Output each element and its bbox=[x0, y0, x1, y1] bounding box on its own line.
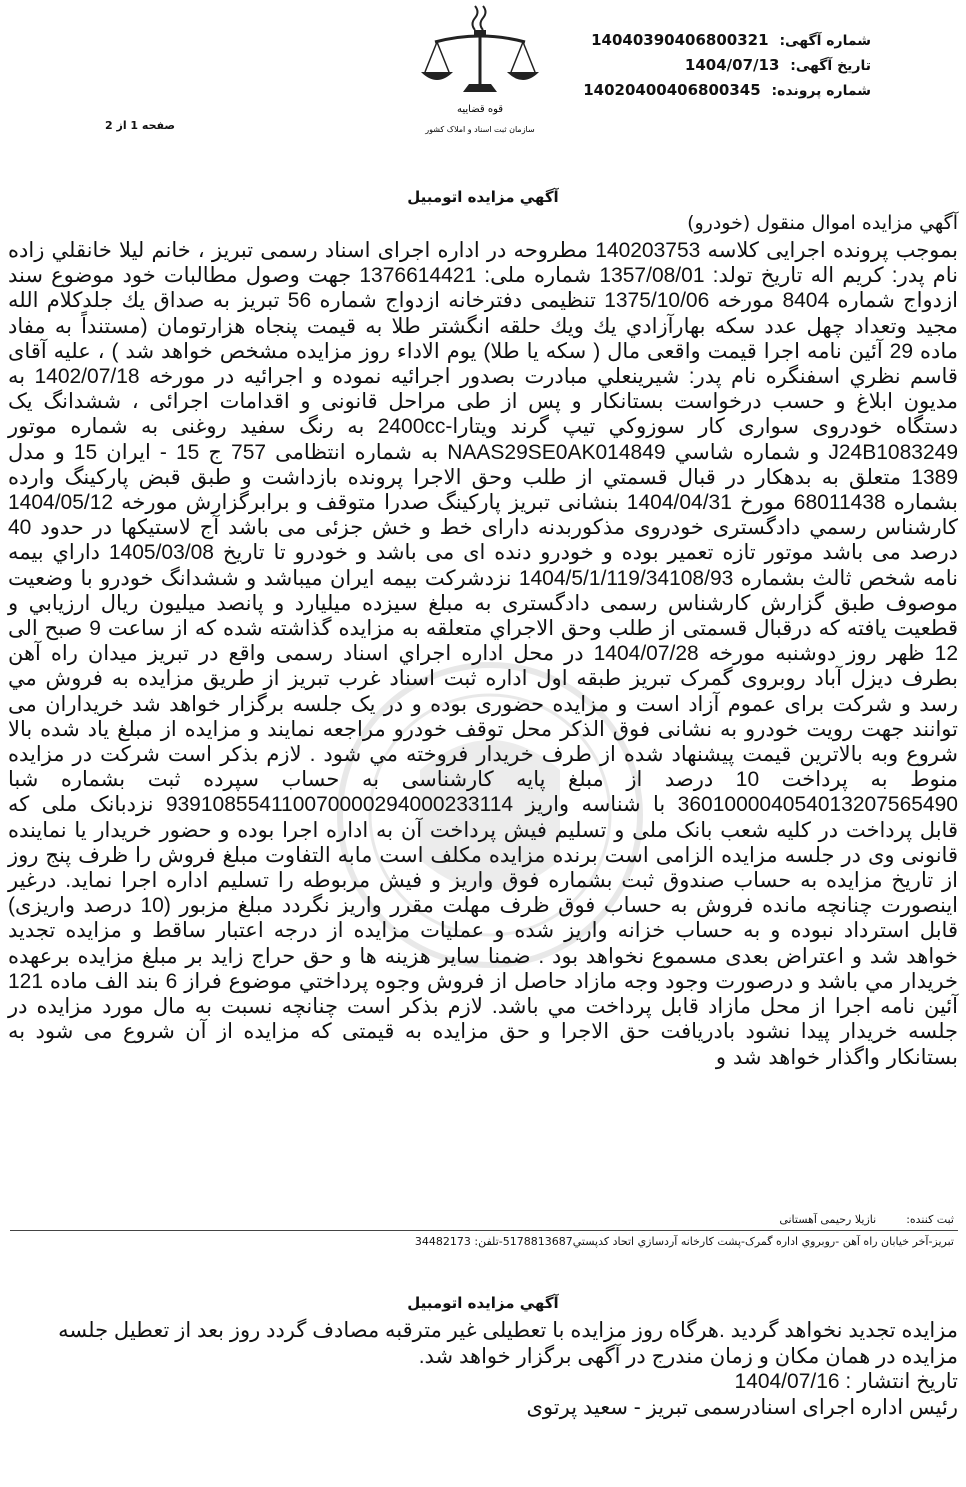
office-address: تبریز-آخر خیابان راه آهن -روبروي اداره گمرک-پشت کارخانه آردسازي اتحاد کدپستي5178813687-تلفن: 34482173 bbox=[414, 1235, 954, 1248]
footer-divider bbox=[10, 1230, 958, 1231]
notice-title: آگهي مزايده اتومبيل bbox=[407, 188, 559, 206]
ad-number-label: شماره آگهی: bbox=[779, 33, 871, 49]
judiciary-emblem-icon bbox=[395, 0, 565, 140]
registrar-name: نازیلا رحیمی آهستانی bbox=[779, 1213, 877, 1226]
case-number: 14020400406800345 bbox=[583, 81, 761, 99]
ad-date-label: تاریخ آگهی: bbox=[790, 58, 871, 74]
emblem-text-1: قوه قضاییه bbox=[456, 104, 504, 115]
continuation-title: آگهي مزايده اتومبيل bbox=[407, 1294, 559, 1312]
publish-date-label: تاریخ انتشار : bbox=[845, 1370, 958, 1393]
continuation-text: مزایده تجدید نخواهد گردید .هرگاه روز مزایده با تعطیلی غیر مترقبه مصادف گردد روز بعد از تعطیل جلسه مزایده در همان مکان و زمان مندرج در آگهی برگزار خواهد شد. bbox=[58, 1319, 958, 1368]
case-number-label: شماره پرونده: bbox=[771, 83, 871, 99]
ad-number: 14040390406800321 bbox=[591, 31, 769, 49]
registrar-label: ثبت کننده: bbox=[906, 1213, 954, 1226]
notice-body: بموجب پرونده اجرایی کلاسه 140203753 مطروحه در اداره اجرای اسناد رسمی تبریز ، خانم لیلا خانقلي زاده نام پدر: کریم اله تاریخ تولد: 1357/08/01 شماره ملی: 1376614421 جهت وصول مطالبات خود موضوع سند ازدواج شماره 8404 مورخه 1375/10/06 تنظیمی دفترخانه ازدواج شماره 56 تبریز به صداق يك جلدكلام الله مجيد وتعداد چهل عدد سكه بهارآزادي يك ويك حلقه انگشتر طلا به قيمت پنجاه هزارتومان (مستنداً به مفاد ماده 29 آئين نامه اجرا قيمت واقعی مال ( سکه یا طلا) یوم الاداء روز مزایده مشخص خواهد شد ) ، علیه آقای قاسم نظري اسفنگره نام پدر: شيرينعلي مبادرت بصدور اجرائیه نموده و اجرائیه در مورخه 1402/07/18 به مدیون ابلاغ و حسب درخواست بستانکار و پس از طی مراحل قانونی و اقدامات اجرائی ، ششدانگ یک دستگاه خودروی سواری کار سوزوكي تيپ گرند ويتارا-2400cc به رنگ سفيد روغنی به شماره موتور J24B1083249 و شماره شاسي NAAS29SE0AK014849 به شماره انتظامی 757 ج 15 - ایران 15 و مدل 1389 متعلق به بدهکار در قبال قسمتي از طلب وحق الاجرا پرونده بازداشت و طبق قبض پارکینگ وارده بشماره 68011438 مورخ 1404/04/31 بنشانی تبریز پارکینگ صدرا متوقف و برابرگزارش مورخه 1404/05/12 کارشناس رسمي دادگستری خودروی مذکوربدنه دارای خط و خش جزئی می باشد آج لاستیکها در حدود 40 درصد می باشد موتور تازه تعمیر بوده و خودرو دنده ای می باشد و خودرو تا تاریخ 1405/03/08 داراي بیمه نامه شخص ثالث بشماره 1404/5/1/119/34108/93 نزدشرکت بیمه ایران میباشد و ششدانگ خودرو با وضعیت موصوف طبق گزارش کارشناس رسمی دادگستری به مبلغ سیزده میلیارد و پانصد میلیون ريال ارزيابي و قطعيت يافته كه درقبال قسمتی از طلب وحق الاجراي متعلقه به مزايده گذاشته شده كه از ساعت 9 صبح الی 12 ظهر روز دوشنبه مورخه 1404/07/28 در محل اداره اجراي اسناد رسمی واقع در تبریز میدان راه آهن بطرف دیزل آباد روبروی گمرک تبریز طبقه اول اداره ثبت اسناد غرب تبریز از طريق مزايده به فروش مي رسد و شرکت برای عموم آزاد است و مزایده حضوری بوده و در یک جلسه برگزار خواهد شد خریداران می توانند جهت رویت خودرو به نشانی فوق الذکر محل توقف خودرو مراجعه نمایند و مزايده از مبلغ ياد شده بالا شروع وبه بالاترين قيمت پيشنهاد شده از طرف خريدار فروخته مي شود . لازم بذکر است شرکت در مزایده منوط به پرداخت 10 درصد از مبلغ پایه کارشناسی به حساب سپرده ثبت بشماره شبا 360100004054013207565490 با شناسه واریز 939108554110070000294000233114 نزدبانک ملی که قابل پرداخت در کلیه شعب بانک ملی و تسلیم فیش پرداخت آن به اداره اجرا بوده و حضور خریدار یا نماینده قانونی وی در جلسه مزایده الزامی است برنده مزایده مکلف است مابه التفاوت مبلغ فروش را ظرف پنج روز از تاریخ مزایده به حساب صندوق ثبت بشماره فوق واریز و فیش مربوطه را تسلیم اداره اجرا نماید. درغیر اینصورت چنانچه مانده فروش به حساب فوق ظرف مهلت مقرر واریز نگردد مبلغ مزبور (10 درصد واریزی) قابل استرداد نبوده و به حساب خزانه واریز شده و عملیات مزایده از درجه اعتبار ساقط و مزایده تجدید خواهد شد و اعتراض بعدی مسموع نخواهد بود . ضمنا سایر هزینه ها و حق حراج زاید بر مبلغ مزایده برعهده خریدار مي باشد و درصورت وجود وجه مازاد حاصل از فروش وجوه پرداختي موضوع فراز 6 بند الف ماده 121 آئین نامه اجرا از محل مازاد قابل پرداخت مي باشد. لازم بذكر است چنانچه نسبت به مال مورد مزایده در جلسه خریدار پیدا نشود بادریافت حق الاجرا و حق مزايده به قیمتی که مزایده از آن شروع می شود به بستانکار واگذار خواهد شد و bbox=[8, 239, 959, 1069]
continuation-body bbox=[8, 1318, 958, 1420]
publish-date: 1404/07/16 bbox=[734, 1370, 840, 1393]
publish-date-row bbox=[8, 1369, 958, 1395]
emblem-text-2: سازمان ثبت اسناد و املاک کشور bbox=[425, 125, 535, 134]
registrar bbox=[749, 1213, 954, 1226]
ad-date: 1404/07/13 bbox=[684, 56, 780, 74]
signature: رئیس اداره اجرای اسنادرسمی تبریز - سعید پرتوی bbox=[526, 1395, 958, 1419]
notice-subtitle: آگهي مزايده اموال منقول (خودرو) bbox=[687, 212, 958, 234]
page-number: صفحه 1 از 2 bbox=[105, 119, 176, 132]
